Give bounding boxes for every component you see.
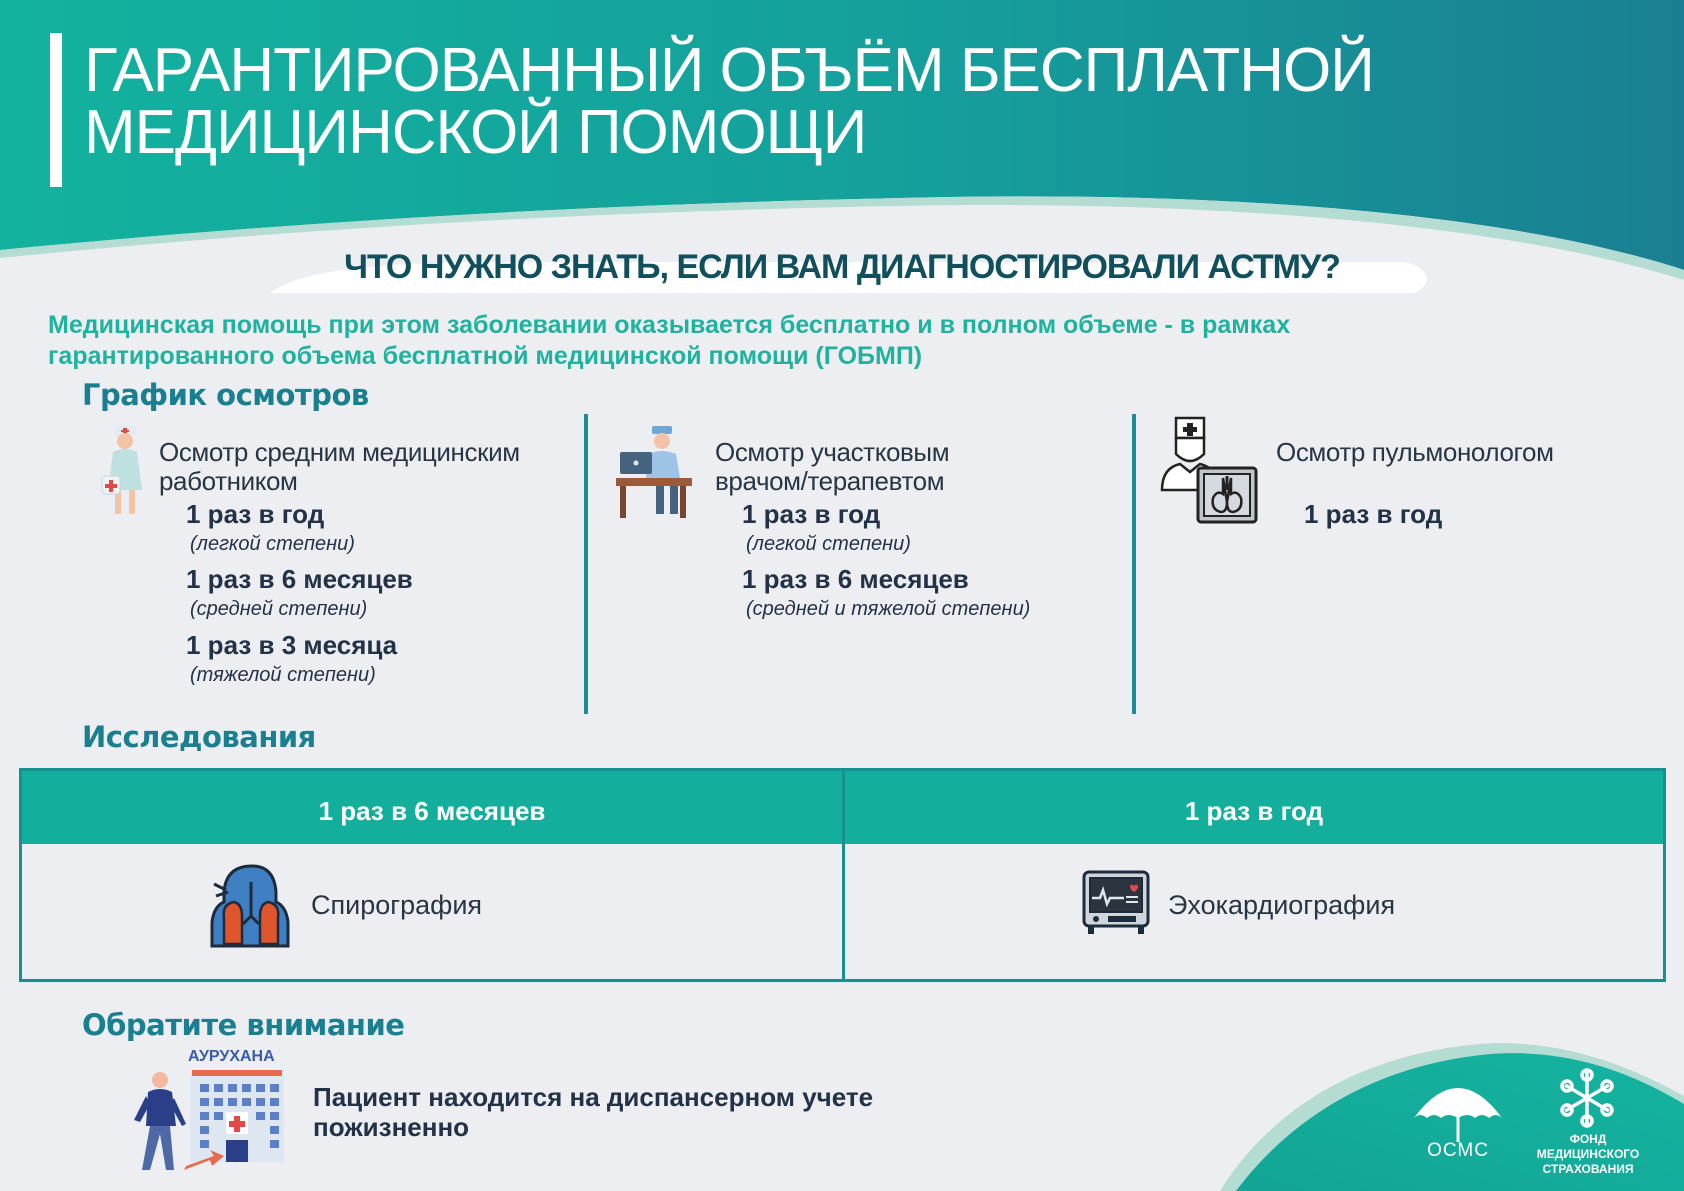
research-col1-label: Спирография: [311, 890, 483, 920]
fund-logo-line3: СТРАХОВАНИЯ: [1542, 1162, 1634, 1176]
schedule-col3-title: Осмотр пульмонологом: [1276, 437, 1554, 467]
research-col2-label: Эхокардиография: [1168, 890, 1396, 920]
fund-snowflake-logo: [1560, 1066, 1614, 1130]
hospital-patient-icon: [130, 1068, 290, 1174]
attention-text: [313, 1082, 1013, 1142]
research-col1-header: 1 раз в 6 месяцев: [22, 771, 842, 844]
page-title: [84, 36, 1584, 167]
page-subtitle: ЧТО НУЖНО ЗНАТЬ, ЕСЛИ ВАМ ДИАГНОСТИРОВАЛИ АСТМУ?: [344, 248, 1340, 286]
attention-text-line1: Пациент находится на диспансерном учете: [313, 1082, 874, 1112]
schedule-col1-note2: (средней степени): [190, 598, 368, 620]
schedule-col2-note1: (легкой степени): [746, 533, 911, 555]
intro-line2: гарантированного объема бесплатной медицинской помощи (ГОБМП): [48, 342, 923, 370]
research-col2-header: 1 раз в год: [845, 771, 1663, 844]
schedule-title: График осмотров: [82, 378, 369, 412]
lungs-icon: [210, 862, 290, 948]
schedule-col2-title: [715, 438, 1125, 496]
echocardiograph-icon: [1082, 870, 1150, 936]
column-divider: [584, 414, 588, 714]
title-accent-bar: [50, 33, 62, 187]
schedule-col1-note1: (легкой степени): [190, 533, 355, 555]
doctor-desk-icon: [616, 424, 692, 520]
schedule-col2-freq1: 1 раз в год: [742, 499, 881, 529]
schedule-col1-title: [159, 438, 569, 496]
attention-text-line2: пожизненно: [313, 1112, 470, 1142]
fund-logo-line1: ФОНД: [1569, 1132, 1607, 1146]
schedule-col1-title-line2: работником: [159, 466, 298, 496]
intro-text: [48, 310, 1608, 372]
schedule-col2-title-line1: Осмотр участковым: [715, 437, 950, 467]
attention-title: Обратите внимание: [82, 1008, 405, 1042]
fund-logo-line2: МЕДИЦИНСКОГО: [1536, 1147, 1640, 1161]
page-title-line1: ГАРАНТИРОВАННЫЙ ОБЪЁМ БЕСПЛАТНОЙ: [84, 36, 1374, 105]
schedule-col1-freq2: 1 раз в 6 месяцев: [186, 564, 413, 594]
column-divider: [1132, 414, 1136, 714]
osms-logo-text: ОСМС: [1427, 1140, 1489, 1161]
schedule-col2-freq2: 1 раз в 6 месяцев: [742, 564, 969, 594]
schedule-col2-title-line2: врачом/терапевтом: [715, 466, 945, 496]
schedule-col1-title-line1: Осмотр средним медицинским: [159, 437, 520, 467]
schedule-col1-freq1: 1 раз в год: [186, 499, 325, 529]
hospital-sign: АУРУХАНА: [188, 1048, 275, 1065]
research-table: [19, 768, 1666, 982]
schedule-col2-note2: (средней и тяжелой степени): [746, 598, 1031, 620]
nurse-icon: [98, 424, 154, 518]
pulmonologist-icon: [1160, 416, 1260, 524]
intro-line1: Медицинская помощь при этом заболевании оказывается бесплатно и в полном объеме - в рамках: [48, 311, 1291, 339]
research-title: Исследования: [82, 720, 316, 754]
schedule-col1-note3: (тяжелой степени): [190, 664, 376, 686]
schedule-col3-freq1: 1 раз в год: [1304, 499, 1443, 529]
page-title-line2: МЕДИЦИНСКОЙ ПОМОЩИ: [84, 98, 867, 167]
table-divider: [842, 771, 845, 979]
schedule-col1-freq3: 1 раз в 3 месяца: [186, 630, 398, 660]
fund-logo-text: [1528, 1132, 1648, 1177]
